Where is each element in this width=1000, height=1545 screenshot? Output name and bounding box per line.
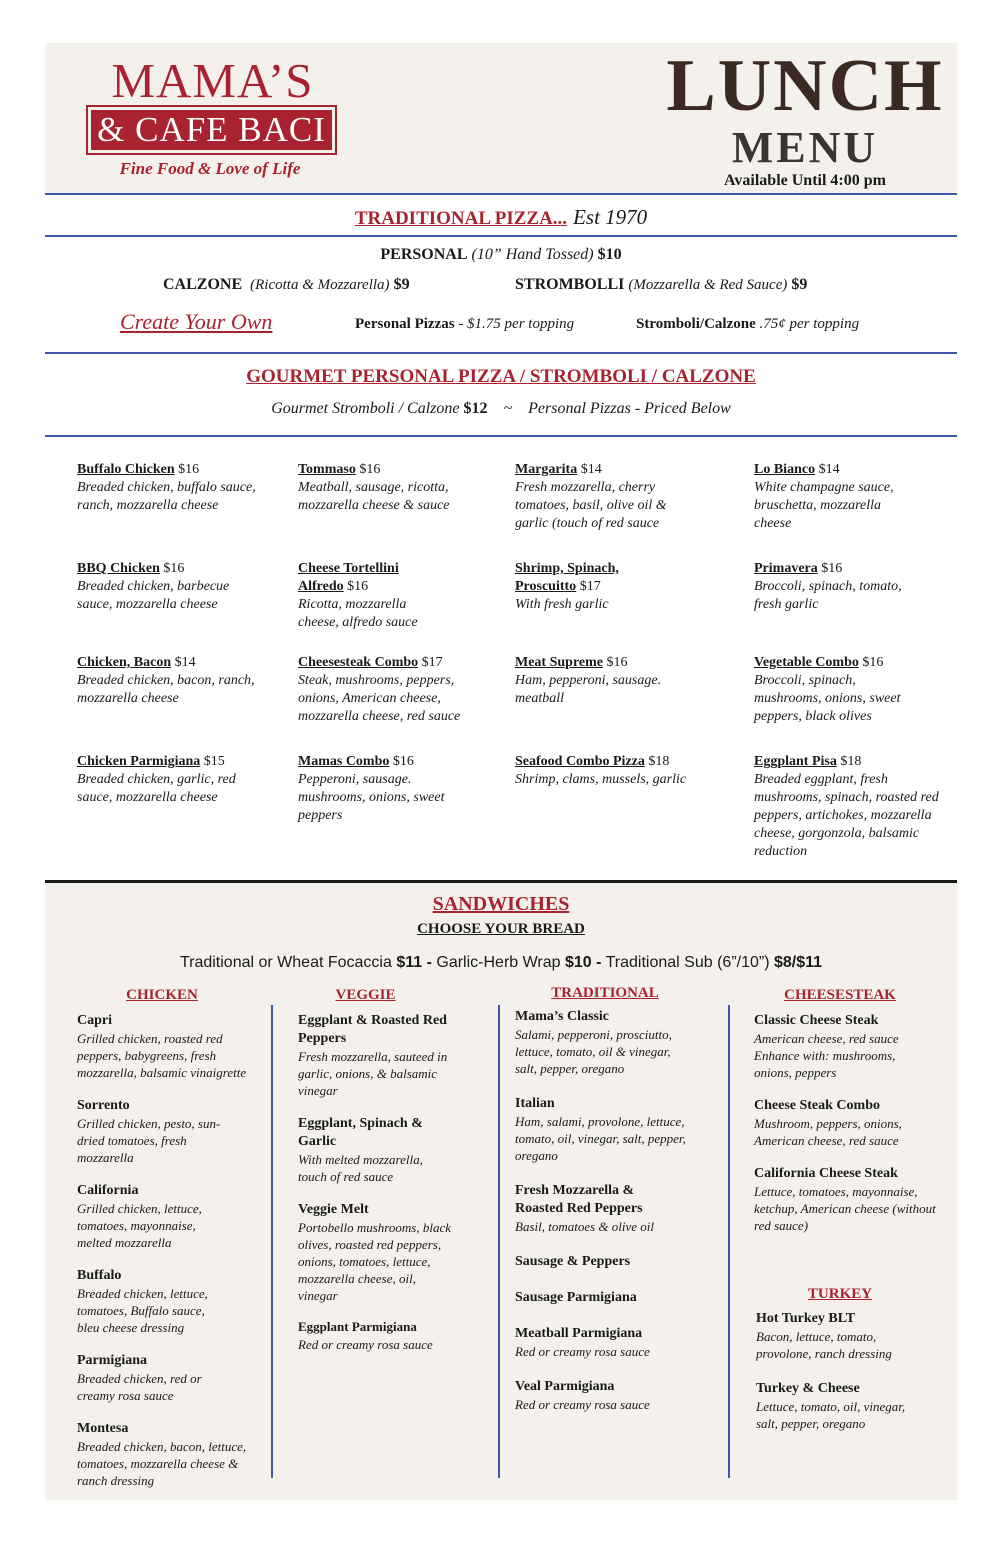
gourmet-item: Vegetable Combo $16 Broccoli, spinach, mushrooms, onions, sweet peppers, black olives [754, 655, 901, 724]
gourmet-item: Cheese Tortellini Alfredo $16 Ricotta, mozzarella cheese, alfredo sauce [298, 561, 418, 630]
divider [45, 435, 957, 437]
choose-bread-heading: CHOOSE YOUR BREAD [417, 921, 585, 937]
sandwich-item: Italian Ham, salami, provolone, lettuce, tomato, oil, vinegar, salt, pepper, oregano [515, 1096, 686, 1163]
gourmet-item: Seafood Combo Pizza $18 Shrimp, clams, mussels, garlic [515, 754, 687, 787]
sandwich-item: Sausage & Peppers [515, 1254, 631, 1269]
gourmet-item: Cheesesteak Combo $17 Steak, mushrooms, peppers, onions, American cheese, mozzarella cheese, red sauce [298, 655, 461, 724]
gourmet-item: BBQ Chicken $16 Breaded chicken, barbecue sauce, mozzarella cheese [77, 561, 230, 612]
menu-page [45, 43, 957, 1500]
create-your-own-label: Create Your Own [120, 309, 273, 334]
lunch-title: LUNCH [666, 45, 944, 127]
divider [45, 352, 957, 354]
brand-tagline: Fine Food & Love of Life [119, 159, 301, 178]
stromboli-line: STROMBOLLI (Mozzarella & Red Sauce) $9 [515, 276, 808, 293]
menu-title: MENU [731, 123, 879, 172]
sandwich-item: Veggie Melt Portobello mushrooms, black olives, roasted red peppers, onions, tomatoes, lettuce, mozzarella cheese, oil, vinegar [298, 1202, 451, 1303]
sandwich-item: California Cheese Steak Lettuce, tomatoes, mayonnaise, ketchup, American cheese (without red sauce) [754, 1166, 936, 1233]
sandwich-item: Classic Cheese Steak American cheese, red sauce Enhance with: mushrooms, onions, peppers [754, 1013, 899, 1080]
gourmet-heading: GOURMET PERSONAL PIZZA / STROMBOLI / CALZONE [246, 366, 756, 387]
sandwich-item: Fresh Mozzarella & Roasted Red Peppers Basil, tomatoes & olive oil [515, 1183, 655, 1234]
gourmet-subheading: Gourmet Stromboli / Calzone $12 ~ Personal Pizzas - Priced Below [271, 400, 731, 417]
category-cheesesteak: CHEESESTEAK [784, 987, 896, 1003]
divider [45, 235, 957, 237]
sandwich-item: Meatball Parmigiana Red or creamy rosa sauce [515, 1326, 650, 1359]
bread-options: Traditional or Wheat Focaccia $11 - Garlic-Herb Wrap $10 - Traditional Sub (6”/10”) $8/$11 [179, 954, 823, 971]
gourmet-item: Buffalo Chicken $16 Breaded chicken, buffalo sauce, ranch, mozzarella cheese [77, 462, 256, 513]
cyo-stromboli-calzone-price: Stromboli/Calzone .75¢ per topping [636, 316, 860, 332]
category-chicken: CHICKEN [126, 987, 198, 1003]
gourmet-item: Meat Supreme $16 Ham, pepperoni, sausage. meatball [515, 655, 662, 706]
brand-logo-box [86, 105, 337, 155]
sandwich-item: Buffalo Breaded chicken, lettuce, tomatoes, Buffalo sauce, bleu cheese dressing [77, 1268, 208, 1335]
sandwich-item: Parmigiana Breaded chicken, red or creamy rosa sauce [77, 1353, 202, 1403]
established-note: Est 1970 [573, 205, 648, 229]
sandwich-item: Sausage Parmigiana [515, 1290, 637, 1305]
gourmet-item: Shrimp, Spinach, Proscuitto $17 With fresh garlic [515, 561, 619, 612]
sandwich-item: Veal Parmigiana Red or creamy rosa sauce [515, 1379, 650, 1412]
sandwiches-heading: SANDWICHES [432, 893, 570, 915]
gourmet-item: Lo Bianco $14 White champagne sauce, bruschetta, mozzarella cheese [754, 462, 894, 531]
cyo-personal-price: Personal Pizzas - $1.75 per topping [355, 316, 575, 332]
brand-name: MAMA’S [111, 53, 314, 108]
sandwich-item: California Grilled chicken, lettuce, tomatoes, mayonnaise, melted mozzarella [77, 1183, 202, 1250]
sandwich-item: Eggplant & Roasted Red Peppers Fresh mozzarella, sauteed in garlic, onions, & balsamic vinegar [298, 1013, 448, 1098]
gourmet-item: Margarita $14 Fresh mozzarella, cherry tomatoes, basil, olive oil & garlic (touch of red sauce [515, 462, 667, 531]
gourmet-item: Eggplant Pisa $18 Breaded eggplant, fresh mushrooms, spinach, roasted red peppers, artichokes, mozzarella cheese, gorgonzola, balsamic reduction [754, 754, 939, 859]
traditional-pizza-heading: TRADITIONAL PIZZA... Est 1970 [354, 205, 648, 229]
sandwich-item: Eggplant Parmigiana Red or creamy rosa sauce [298, 1319, 433, 1352]
gourmet-item: Tommaso $16 Meatball, sausage, ricotta, mozzarella cheese & sauce [298, 462, 450, 513]
sandwich-item: Turkey & Cheese Lettuce, tomato, oil, vinegar, salt, pepper, oregano [756, 1381, 906, 1431]
personal-pizza-line: PERSONAL (10” Hand Tossed) $10 [380, 246, 622, 263]
gourmet-item: Mamas Combo $16 Pepperoni, sausage. mushrooms, onions, sweet peppers [298, 754, 445, 823]
gourmet-item: Primavera $16 Broccoli, spinach, tomato, fresh garlic [754, 561, 902, 612]
column-divider [728, 1005, 730, 1478]
column-divider [271, 1005, 273, 1478]
category-veggie: VEGGIE [335, 987, 396, 1003]
divider [45, 193, 957, 195]
sandwich-item: Hot Turkey BLT Bacon, lettuce, tomato, provolone, ranch dressing [756, 1311, 892, 1361]
category-traditional: TRADITIONAL [551, 985, 659, 1001]
column-divider [498, 1005, 500, 1478]
sandwich-item: Mama’s Classic Salami, pepperoni, prosciutto, lettuce, tomato, oil & vinegar, salt, pepper, oregano [515, 1009, 672, 1076]
brand-subname: & CAFE BACI [91, 110, 332, 150]
category-turkey: TURKEY [807, 1286, 873, 1302]
calzone-line: CALZONE (Ricotta & Mozzarella) $9 [163, 276, 410, 293]
sandwich-item: Capri Grilled chicken, roasted red peppers, babygreens, fresh mozzarella, balsamic vinaigrette [77, 1013, 247, 1080]
gourmet-item: Chicken Parmigiana $15 Breaded chicken, garlic, red sauce, mozzarella cheese [77, 754, 236, 805]
availability-note: Available Until 4:00 pm [724, 172, 886, 189]
gourmet-item: Chicken, Bacon $14 Breaded chicken, bacon, ranch, mozzarella cheese [77, 655, 255, 706]
sandwich-item: Montesa Breaded chicken, bacon, lettuce, tomatoes, mozzarella cheese & ranch dressing [77, 1421, 247, 1488]
sandwich-item: Sorrento Grilled chicken, pesto, sun-dried tomatoes, fresh mozzarella [77, 1098, 221, 1165]
sandwich-item: Eggplant, Spinach & Garlic With melted mozzarella, touch of red sauce [298, 1116, 423, 1184]
sandwich-item: Cheese Steak Combo Mushroom, peppers, onions, American cheese, red sauce [754, 1098, 902, 1148]
section-divider [45, 880, 957, 883]
